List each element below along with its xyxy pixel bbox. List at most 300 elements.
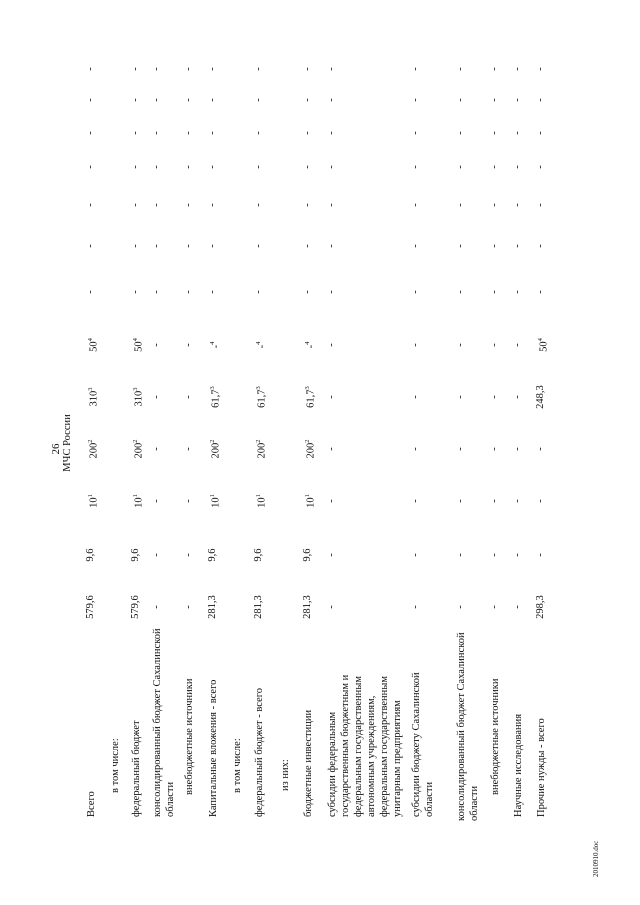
table-cell [302, 118, 314, 148]
cell-value: - [535, 165, 546, 169]
cell-value: - [207, 67, 218, 71]
table-cell [410, 277, 422, 307]
table-cell [512, 231, 524, 261]
cell-value: 310 [88, 390, 100, 407]
table-cell [512, 592, 524, 622]
table-cell [489, 118, 501, 148]
cell-value: - [455, 67, 466, 71]
table-cell [410, 592, 422, 622]
cell-value: 50 [88, 341, 100, 352]
cell-value: - [207, 165, 218, 169]
cell-value: - [130, 98, 141, 102]
cell-value: - [489, 131, 500, 135]
cell-value: - [302, 98, 313, 102]
footnote-mark: 1 [132, 494, 139, 498]
table-cell [326, 486, 338, 516]
table-cell [326, 434, 338, 464]
table-cell [455, 190, 467, 220]
table-cell [302, 54, 314, 84]
cell-value: - [253, 98, 264, 102]
table-cell [207, 486, 223, 516]
cell-value: - [253, 131, 264, 135]
cell-value: - [151, 98, 162, 102]
table-cell [85, 231, 97, 261]
cell-value: 200 [88, 442, 100, 459]
table-cell [489, 382, 501, 412]
table-cell [130, 54, 142, 84]
row-label [231, 613, 244, 793]
cell-value: 200 [133, 442, 145, 459]
cell-value: - [253, 290, 264, 294]
cell-value: - [489, 605, 500, 609]
cell-value: - [489, 553, 500, 557]
row-label-line: внебюджетные источники [184, 678, 195, 795]
table-cell [489, 434, 501, 464]
cell-value: 281,3 [253, 595, 264, 619]
table-cell [326, 592, 338, 622]
table-cell [151, 85, 163, 115]
cell-value: - [151, 165, 162, 169]
cell-value: - [512, 553, 523, 557]
footnote-mark: 3 [209, 386, 216, 390]
cell-value: 9,6 [253, 548, 264, 562]
table-cell [85, 152, 97, 182]
cell-value: 10 [256, 497, 268, 508]
cell-value: - [253, 244, 264, 248]
table-cell [455, 382, 467, 412]
table-cell [183, 231, 195, 261]
cell-value: 9,6 [207, 548, 218, 562]
table-cell [207, 118, 219, 148]
table-cell [183, 434, 195, 464]
table-cell [302, 190, 314, 220]
cell-value: - [183, 244, 194, 248]
cell-value: - [151, 67, 162, 71]
table-cell [151, 434, 163, 464]
table-cell [489, 54, 501, 84]
cell-value: - [151, 605, 162, 609]
table-cell [512, 540, 524, 570]
cell-value: - [326, 447, 337, 451]
row-label-line: федеральным государственным [353, 676, 364, 817]
table-cell [512, 118, 524, 148]
cell-value: - [535, 67, 546, 71]
cell-value: - [85, 244, 96, 248]
cell-value: - [85, 290, 96, 294]
row-label [279, 611, 292, 791]
cell-value: - [489, 343, 500, 347]
table-cell [207, 434, 223, 464]
table-cell [85, 190, 97, 220]
table-cell [512, 190, 524, 220]
table-cell [326, 382, 338, 412]
cell-value: - [535, 499, 546, 503]
row-label-line: в том числе: [232, 738, 243, 793]
table-cell [85, 118, 97, 148]
table-cell [512, 85, 524, 115]
cell-value: - [130, 131, 141, 135]
row-label [207, 637, 220, 817]
cell-value: - [410, 165, 421, 169]
cell-value: - [305, 344, 317, 349]
cell-value: - [512, 290, 523, 294]
cell-value: 200 [256, 442, 268, 459]
table-cell [207, 382, 223, 412]
cell-value: - [151, 203, 162, 207]
table-cell [183, 152, 195, 182]
table-cell [302, 434, 318, 464]
table-cell [455, 277, 467, 307]
row-label-line: государственным бюджетным и [340, 674, 351, 817]
table-cell [326, 85, 338, 115]
cell-value: - [326, 553, 337, 557]
row-label [85, 637, 98, 817]
table-cell [455, 152, 467, 182]
table-cell [326, 277, 338, 307]
table-cell [207, 231, 219, 261]
cell-value: - [183, 290, 194, 294]
cell-value: - [130, 203, 141, 207]
table-cell [455, 330, 467, 360]
cell-value: - [410, 447, 421, 451]
table-cell [489, 231, 501, 261]
table-cell [535, 190, 547, 220]
cell-value: - [253, 203, 264, 207]
table-cell [410, 190, 422, 220]
cell-value: 10 [305, 497, 317, 508]
cell-value: - [207, 131, 218, 135]
cell-value: - [302, 67, 313, 71]
cell-value: - [85, 131, 96, 135]
footnote-mark: 1 [304, 494, 311, 498]
cell-value: - [210, 344, 222, 349]
table-cell [151, 54, 163, 84]
row-label [183, 615, 196, 795]
table-cell [253, 330, 269, 360]
table-cell [326, 330, 338, 360]
cell-value: - [183, 499, 194, 503]
cell-value: - [512, 203, 523, 207]
cell-value: - [489, 290, 500, 294]
cell-value: - [410, 343, 421, 347]
row-label-line: субсидии бюджету Сахалинской [411, 672, 422, 817]
cell-value: - [207, 203, 218, 207]
cell-value: - [85, 203, 96, 207]
cell-value: - [455, 553, 466, 557]
row-label [130, 637, 143, 817]
table-cell [302, 382, 318, 412]
footnote-mark: 1 [87, 494, 94, 498]
table-cell [253, 540, 265, 570]
cell-value: - [253, 67, 264, 71]
cell-value: - [455, 447, 466, 451]
cell-value: - [410, 553, 421, 557]
cell-value: - [151, 553, 162, 557]
table-cell [489, 152, 501, 182]
cell-value: 10 [133, 497, 145, 508]
cell-value: - [512, 395, 523, 399]
table-cell [455, 231, 467, 261]
row-label-line: Всего [86, 791, 97, 817]
table-cell [253, 152, 265, 182]
cell-value: - [489, 447, 500, 451]
table-cell [455, 85, 467, 115]
table-cell [183, 592, 195, 622]
table-cell [455, 118, 467, 148]
table-cell [512, 330, 524, 360]
cell-value: - [455, 165, 466, 169]
cell-value: 281,3 [302, 595, 313, 619]
table-cell [151, 540, 163, 570]
table-cell [130, 540, 142, 570]
table-cell [302, 152, 314, 182]
table-cell [183, 190, 195, 220]
table-cell [130, 85, 142, 115]
table-cell [207, 540, 219, 570]
table-cell [207, 152, 219, 182]
table-cell [512, 434, 524, 464]
table-cell [151, 486, 163, 516]
table-cell [130, 118, 142, 148]
table-cell [535, 434, 547, 464]
table-cell [512, 277, 524, 307]
table-cell [130, 486, 146, 516]
cell-value: - [302, 244, 313, 248]
table-cell [326, 54, 338, 84]
row-label-line: области [469, 785, 480, 821]
row-label-line: федеральным государственным [379, 676, 390, 817]
cell-value: - [410, 131, 421, 135]
cell-value: - [535, 203, 546, 207]
cell-value: - [183, 447, 194, 451]
cell-value: - [489, 395, 500, 399]
section-title: МЧС России [62, 414, 73, 472]
table-cell [535, 382, 547, 412]
row-label [151, 628, 177, 817]
table-cell [183, 330, 195, 360]
table-cell [253, 382, 269, 412]
table-cell [207, 277, 219, 307]
cell-value: 10 [210, 497, 222, 508]
table-cell [410, 540, 422, 570]
cell-value: - [512, 131, 523, 135]
table-cell [151, 118, 163, 148]
cell-value: - [130, 290, 141, 294]
table-cell [410, 486, 422, 516]
cell-value: - [326, 131, 337, 135]
table-cell [535, 540, 547, 570]
table-cell [512, 54, 524, 84]
row-label-line: унитарным предприятиям [392, 700, 403, 817]
table-cell [455, 540, 467, 570]
cell-value: - [326, 395, 337, 399]
row-label [455, 632, 481, 821]
cell-value: 298,3 [535, 595, 546, 619]
cell-value: - [455, 290, 466, 294]
table-cell [85, 434, 101, 464]
cell-value: 248,3 [535, 385, 546, 409]
table-cell [183, 486, 195, 516]
table-cell [326, 118, 338, 148]
table-cell [489, 277, 501, 307]
row-label-line: субсидии федеральным [327, 711, 338, 817]
cell-value: - [489, 203, 500, 207]
cell-value: - [455, 499, 466, 503]
table-cell [183, 277, 195, 307]
cell-value: - [512, 343, 523, 347]
cell-value: - [253, 165, 264, 169]
cell-value: - [183, 203, 194, 207]
table-cell [183, 118, 195, 148]
table-cell [151, 277, 163, 307]
cell-value: 310 [133, 390, 145, 407]
cell-value: - [183, 67, 194, 71]
cell-value: 61,7 [210, 389, 222, 408]
row-label-line: консолидированный бюджет Сахалинской [152, 628, 163, 817]
table-cell [410, 152, 422, 182]
cell-value: 50 [133, 341, 145, 352]
table-cell [410, 85, 422, 115]
cell-value: - [326, 343, 337, 347]
cell-value: - [410, 605, 421, 609]
table-cell [85, 592, 97, 622]
footnote-mark: 4 [209, 341, 216, 345]
footnote-mark: 2 [132, 439, 139, 443]
table-cell [130, 434, 146, 464]
table-cell [326, 152, 338, 182]
table-cell [489, 190, 501, 220]
cell-value: - [151, 290, 162, 294]
cell-value: - [207, 290, 218, 294]
cell-value: - [489, 499, 500, 503]
cell-value: - [489, 165, 500, 169]
cell-value: 61,7 [305, 389, 317, 408]
cell-value: - [151, 499, 162, 503]
cell-value: - [512, 499, 523, 503]
row-label-line: бюджетные инвестиции [303, 709, 314, 817]
cell-value: - [151, 343, 162, 347]
footnote-mark: 3 [255, 386, 262, 390]
cell-value: - [302, 131, 313, 135]
table-cell [130, 277, 142, 307]
table-cell [410, 231, 422, 261]
table-cell [130, 330, 146, 360]
table-cell [151, 592, 163, 622]
cell-value: 10 [88, 497, 100, 508]
cell-value: - [85, 165, 96, 169]
table-cell [455, 434, 467, 464]
cell-value: - [130, 165, 141, 169]
cell-value: - [455, 343, 466, 347]
row-label [302, 637, 315, 817]
table-cell [183, 54, 195, 84]
table-cell [302, 592, 314, 622]
table-cell [302, 486, 318, 516]
cell-value: 200 [305, 442, 317, 459]
cell-value: - [326, 290, 337, 294]
table-cell [455, 486, 467, 516]
table-cell [253, 54, 265, 84]
cell-value: - [207, 244, 218, 248]
table-cell [512, 152, 524, 182]
cell-value: - [183, 553, 194, 557]
cell-value: - [326, 67, 337, 71]
cell-value: - [183, 605, 194, 609]
footnote-mark: 2 [304, 439, 311, 443]
row-label-line: области [165, 781, 176, 817]
cell-value: - [85, 98, 96, 102]
table-cell [512, 382, 524, 412]
row-label [109, 613, 122, 793]
row-label [253, 637, 266, 817]
cell-value: - [512, 67, 523, 71]
cell-value: - [512, 244, 523, 248]
table-cell [130, 190, 142, 220]
table-cell [85, 54, 97, 84]
table-cell [85, 540, 97, 570]
cell-value: - [535, 447, 546, 451]
table-cell [410, 118, 422, 148]
table-cell [151, 190, 163, 220]
table-cell [207, 330, 223, 360]
cell-value: - [302, 290, 313, 294]
cell-value: - [326, 98, 337, 102]
table-cell [183, 540, 195, 570]
cell-value: - [326, 244, 337, 248]
table-cell [535, 54, 547, 84]
table-cell [326, 190, 338, 220]
cell-value: - [410, 499, 421, 503]
cell-value: 579,6 [85, 595, 96, 619]
cell-value: - [151, 447, 162, 451]
cell-value: 200 [210, 442, 222, 459]
table-cell [253, 486, 269, 516]
table-cell [183, 85, 195, 115]
cell-value: - [151, 131, 162, 135]
row-label-line: консолидированный бюджет Сахалинской [456, 632, 467, 821]
cell-value: - [489, 244, 500, 248]
cell-value: - [512, 165, 523, 169]
footnote-mark: 1 [209, 494, 216, 498]
cell-value: - [256, 344, 268, 349]
footnote-mark: 2 [87, 439, 94, 443]
footer-filename: 2010910.doc [592, 840, 600, 877]
cell-value: - [207, 98, 218, 102]
table-cell [253, 118, 265, 148]
table-cell [455, 54, 467, 84]
cell-value: - [512, 447, 523, 451]
cell-value: - [302, 165, 313, 169]
row-label-line: Капитальные вложения - всего [208, 679, 219, 817]
footnote-mark: 4 [87, 338, 94, 342]
row-label [512, 637, 525, 817]
table-cell [207, 592, 219, 622]
cell-value: - [183, 98, 194, 102]
cell-value: - [410, 244, 421, 248]
row-label-line: федеральный бюджет [131, 720, 142, 817]
table-cell [410, 382, 422, 412]
row-label [326, 637, 404, 817]
table-cell [130, 382, 146, 412]
cell-value: 50 [538, 341, 550, 352]
table-cell [535, 330, 551, 360]
footnote-mark: 1 [255, 494, 262, 498]
footnote-mark: 3 [132, 387, 139, 391]
table-cell [512, 486, 524, 516]
cell-value: - [535, 553, 546, 557]
cell-value: - [410, 290, 421, 294]
cell-value: - [410, 395, 421, 399]
